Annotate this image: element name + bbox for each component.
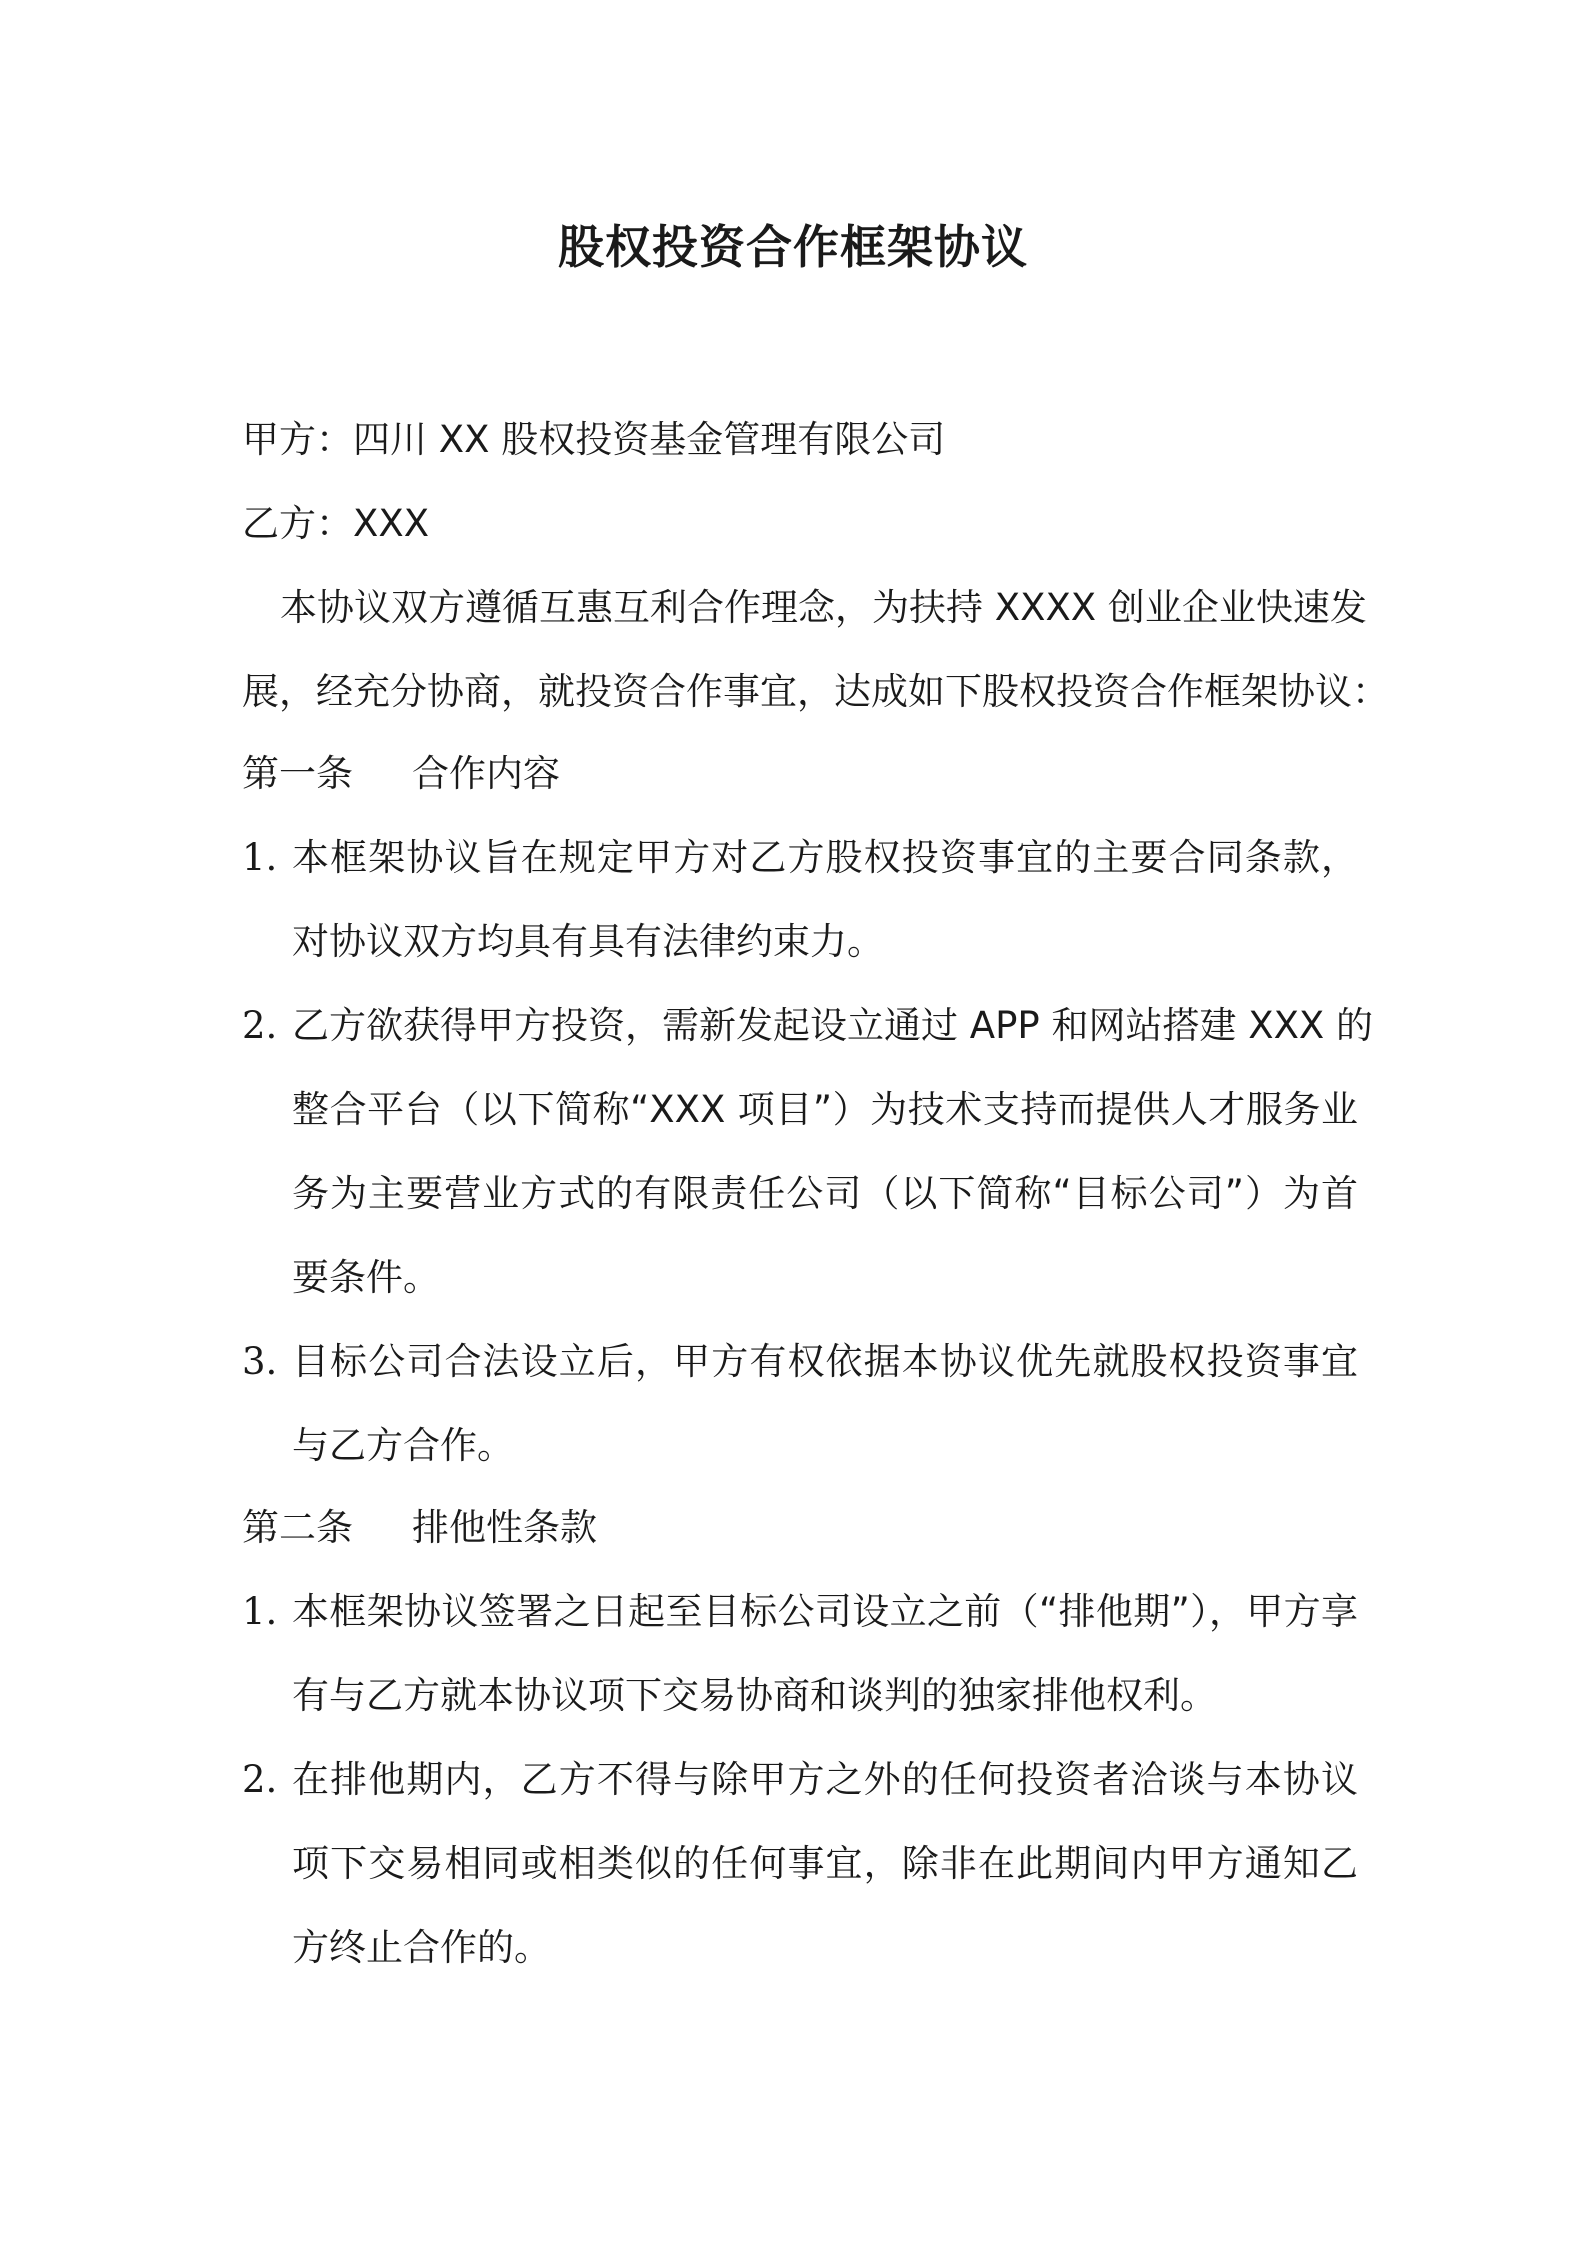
article-1-title: 合作内容 (412, 752, 560, 795)
article-2-item-2-number: 2. (242, 1758, 278, 1801)
article-1-item-2-line-3: 务为主要营业方式的有限责任公司（以下简称“目标公司”）为首 (292, 1172, 1358, 1215)
article-1-item-1-line-2: 对协议双方均具有具有法律约束力。 (292, 920, 884, 963)
article-2-item-1-line-2: 有与乙方就本协议项下交易协商和谈判的独家排他权利。 (292, 1674, 1217, 1717)
document-title: 股权投资合作框架协议 (558, 220, 1028, 274)
party-b-line: 乙方：XXX (242, 502, 430, 545)
article-2-item-1-line-1: 本框架协议签署之日起至目标公司设立之前（“排他期”），甲方享 (292, 1590, 1358, 1633)
article-2-item-2-line-1: 在排他期内，乙方不得与除甲方之外的任何投资者洽谈与本协议 (292, 1758, 1358, 1801)
article-1-item-1-line-1: 本框架协议旨在规定甲方对乙方股权投资事宜的主要合同条款， (292, 836, 1358, 879)
article-1-item-3-number: 3. (242, 1340, 278, 1383)
article-2-item-1-number: 1. (242, 1590, 278, 1633)
article-1-item-2-line-1: 乙方欲获得甲方投资，需新发起设立通过 APP 和网站搭建 XXX 的 (292, 1004, 1374, 1047)
preamble-line-2: 展，经充分协商，就投资合作事宜，达成如下股权投资合作框架协议： (242, 670, 1389, 713)
article-1-item-2-line-4: 要条件。 (292, 1256, 440, 1299)
article-2-item-2-line-2: 项下交易相同或相类似的任何事宜，除非在此期间内甲方通知乙 (292, 1842, 1358, 1885)
party-a-line: 甲方：四川 XX 股权投资基金管理有限公司 (242, 418, 946, 461)
article-1-label: 第一条 (242, 752, 353, 795)
article-2-label: 第二条 (242, 1506, 353, 1549)
article-1-item-3-line-2: 与乙方合作。 (292, 1424, 514, 1467)
article-1-item-1-number: 1. (242, 836, 278, 879)
article-2-title: 排他性条款 (412, 1506, 597, 1549)
preamble-line-1: 本协议双方遵循互惠互利合作理念，为扶持 XXXX 创业企业快速发 (280, 586, 1367, 629)
article-2-item-2-line-3: 方终止合作的。 (292, 1926, 551, 1969)
article-1-item-2-line-2: 整合平台（以下简称“XXX 项目”）为技术支持而提供人才服务业 (292, 1088, 1358, 1131)
article-1-item-3-line-1: 目标公司合法设立后，甲方有权依据本协议优先就股权投资事宜 (292, 1340, 1358, 1383)
article-1-item-2-number: 2. (242, 1004, 278, 1047)
